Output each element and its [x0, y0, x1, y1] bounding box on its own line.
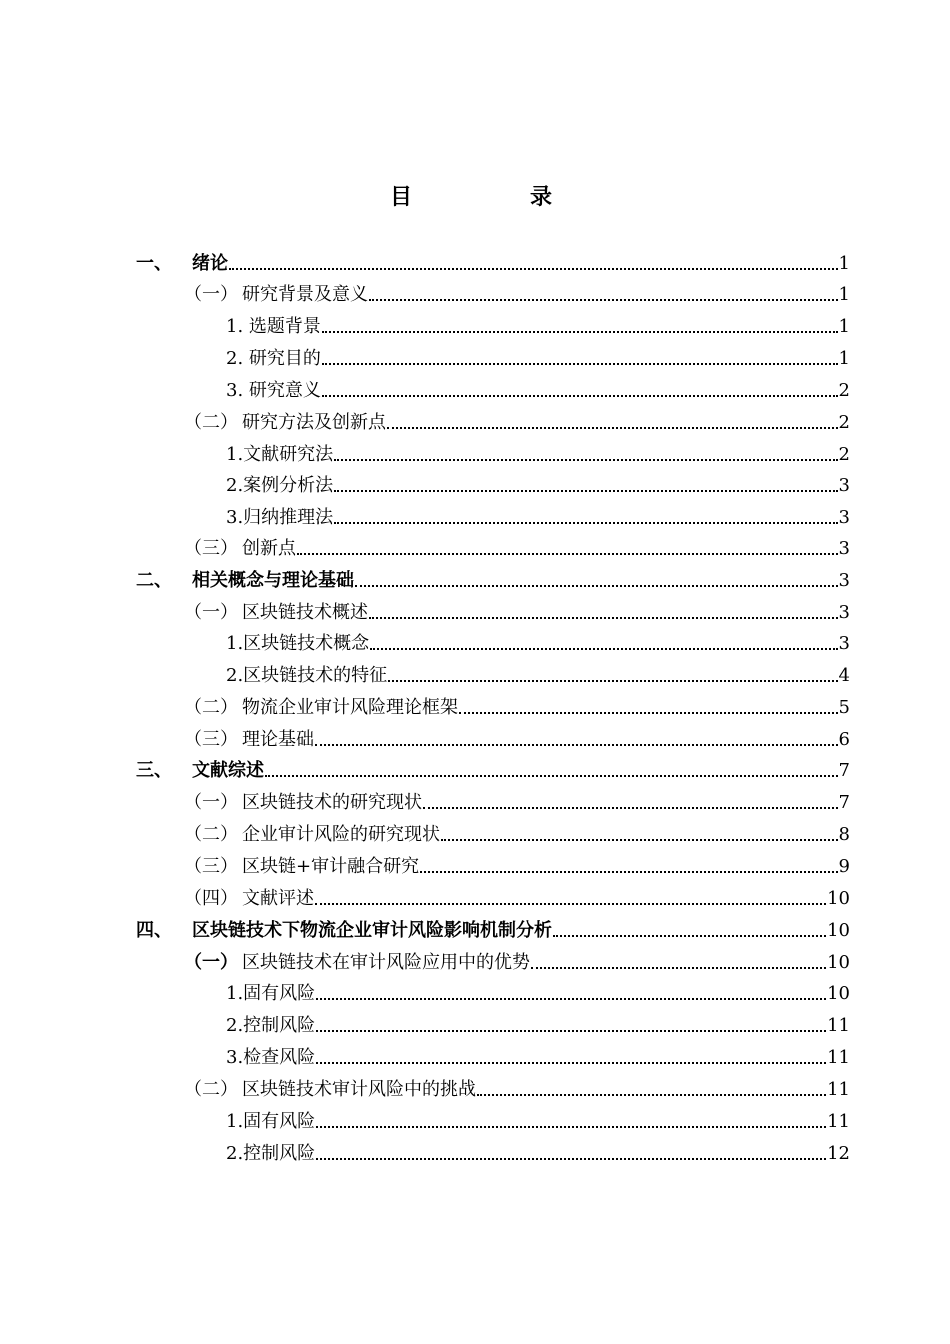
- toc-page-number: 10: [827, 952, 850, 973]
- dot-leader: [297, 553, 838, 555]
- toc-label: 1.文献研究法: [226, 444, 334, 465]
- toc-page-number: 12: [827, 1143, 850, 1164]
- dot-leader: [315, 903, 826, 905]
- toc-label: 区块链+审计融合研究: [242, 856, 420, 877]
- toc-label: 绪论: [192, 253, 228, 274]
- toc-number: （二）: [184, 412, 238, 433]
- toc-label: 相关概念与理论基础: [192, 570, 354, 591]
- dot-leader: [420, 871, 837, 873]
- toc-entry-chapter[interactable]: [136, 565, 850, 597]
- dot-leader: [369, 299, 838, 301]
- toc-page-number: 10: [827, 920, 850, 941]
- dot-leader: [229, 268, 838, 270]
- toc-number: （一）: [184, 952, 238, 973]
- toc-label: 文献评述: [242, 888, 314, 909]
- toc-entry-subsection[interactable]: [226, 1138, 850, 1170]
- dot-leader: [316, 998, 826, 1000]
- toc-page-number: 6: [838, 729, 850, 750]
- toc-page-number: 2: [838, 412, 850, 433]
- toc-label: 1.区块链技术概念: [226, 633, 370, 654]
- toc-page-number: 3: [838, 507, 850, 528]
- toc-label: 创新点: [242, 538, 296, 559]
- toc-entry-section[interactable]: [184, 724, 850, 756]
- dot-leader: [370, 648, 837, 650]
- toc-entry-subsection[interactable]: [226, 343, 850, 375]
- toc-page-number: 3: [838, 602, 850, 623]
- toc-label: 1.固有风险: [226, 983, 316, 1004]
- toc-number: （三）: [184, 538, 238, 559]
- dot-leader: [265, 775, 838, 777]
- toc-page-number: 4: [838, 665, 850, 686]
- toc-page-number: 3: [838, 633, 850, 654]
- toc-label: 区块链技术审计风险中的挑战: [242, 1079, 476, 1100]
- toc-page-number: 5: [838, 697, 850, 718]
- toc-label: 3. 研究意义: [226, 380, 321, 401]
- toc-number: 一、: [136, 253, 172, 274]
- toc-number: （三）: [184, 856, 238, 877]
- toc-label: 2.控制风险: [226, 1015, 316, 1036]
- toc-page-number: 1: [838, 284, 850, 305]
- toc-label: 2.控制风险: [226, 1143, 316, 1164]
- toc-entry-section[interactable]: [184, 947, 850, 979]
- toc-entry-subsection[interactable]: [226, 628, 850, 660]
- toc-number: 二、: [136, 570, 172, 591]
- dot-leader: [316, 1062, 826, 1064]
- toc-entry-subsection[interactable]: [226, 1010, 850, 1042]
- toc-number: （四）: [184, 888, 238, 909]
- toc-entry-subsection[interactable]: [226, 1042, 850, 1074]
- toc-page-number: 11: [827, 1015, 850, 1036]
- toc-label: 研究方法及创新点: [242, 412, 386, 433]
- toc-label: 物流企业审计风险理论框架: [242, 697, 458, 718]
- toc-label: 2.区块链技术的特征: [226, 665, 388, 686]
- toc-label: 文献综述: [192, 760, 264, 781]
- dot-leader: [553, 935, 826, 937]
- toc-page-number: 3: [838, 570, 850, 591]
- toc-label: 区块链技术概述: [242, 602, 368, 623]
- toc-label: 区块链技术的研究现状: [242, 792, 422, 813]
- toc-label: 1.固有风险: [226, 1111, 316, 1132]
- toc-entry-section[interactable]: [184, 1074, 850, 1106]
- toc-label: 理论基础: [242, 729, 314, 750]
- dot-leader: [322, 395, 838, 397]
- toc-page-number: 3: [838, 475, 850, 496]
- dot-leader: [322, 363, 838, 365]
- dot-leader: [334, 459, 837, 461]
- toc-number: （一）: [184, 284, 238, 305]
- toc-entry-chapter[interactable]: [136, 915, 850, 947]
- toc-label: 3.归纳推理法: [226, 507, 334, 528]
- toc-page-number: 11: [827, 1047, 850, 1068]
- toc-entry-chapter[interactable]: [136, 755, 850, 787]
- dot-leader: [369, 617, 838, 619]
- toc-page-number: 8: [838, 824, 850, 845]
- toc-page-number: 7: [838, 760, 850, 781]
- toc-number: （二）: [184, 824, 238, 845]
- toc-entry-section[interactable]: [184, 597, 850, 629]
- toc-number: （二）: [184, 1079, 238, 1100]
- toc-number: （二）: [184, 697, 238, 718]
- toc-entry-subsection[interactable]: [226, 375, 850, 407]
- dot-leader: [477, 1094, 826, 1096]
- toc-page-number: 7: [838, 792, 850, 813]
- toc-number: （三）: [184, 729, 238, 750]
- toc-entry-subsection[interactable]: [226, 439, 850, 471]
- toc-number: （一）: [184, 602, 238, 623]
- toc-page-number: 11: [827, 1079, 850, 1100]
- toc-entry-subsection[interactable]: [226, 502, 850, 534]
- toc-entry-section[interactable]: [184, 819, 850, 851]
- toc-page-number: 10: [827, 888, 850, 909]
- dot-leader: [322, 331, 838, 333]
- toc-label: 2. 研究目的: [226, 348, 321, 369]
- toc-entry-subsection[interactable]: [226, 978, 850, 1010]
- toc-page-number: 1: [838, 348, 850, 369]
- dot-leader: [388, 680, 837, 682]
- toc-entry-section[interactable]: [184, 851, 850, 883]
- page-title: 目 录: [389, 185, 600, 210]
- dot-leader: [355, 585, 838, 587]
- toc-entry-subsection[interactable]: [226, 660, 850, 692]
- toc-entry-subsection[interactable]: [226, 1106, 850, 1138]
- toc-entry-section[interactable]: [184, 533, 850, 565]
- toc-label: 企业审计风险的研究现状: [242, 824, 440, 845]
- toc-label: 区块链技术在审计风险应用中的优势: [242, 952, 530, 973]
- toc-entry-section[interactable]: [184, 883, 850, 915]
- toc-label: 区块链技术下物流企业审计风险影响机制分析: [192, 920, 552, 941]
- toc-entry-subsection[interactable]: [226, 470, 850, 502]
- dot-leader: [387, 427, 838, 429]
- dot-leader: [531, 967, 826, 969]
- toc-page-number: 3: [838, 538, 850, 559]
- toc-page-number: 10: [827, 983, 850, 1004]
- toc-page-number: 9: [838, 856, 850, 877]
- toc-label: 1. 选题背景: [226, 316, 321, 337]
- toc-page-number: 2: [838, 380, 850, 401]
- toc-entry-subsection[interactable]: [226, 311, 850, 343]
- toc-entry-section[interactable]: [184, 692, 850, 724]
- dot-leader: [334, 490, 837, 492]
- toc-page-number: 11: [827, 1111, 850, 1132]
- dot-leader: [459, 712, 838, 714]
- toc-entry-section[interactable]: [184, 787, 850, 819]
- toc-number: 三、: [136, 760, 172, 781]
- toc-entry-chapter[interactable]: [136, 248, 850, 280]
- toc-entry-section[interactable]: [184, 279, 850, 311]
- dot-leader: [316, 1126, 826, 1128]
- toc-label: 研究背景及意义: [242, 284, 368, 305]
- dot-leader: [334, 522, 837, 524]
- toc-page-number: 1: [838, 253, 850, 274]
- toc-number: 四、: [136, 920, 172, 941]
- toc-page-number: 2: [838, 444, 850, 465]
- dot-leader: [316, 1030, 826, 1032]
- toc-entry-section[interactable]: [184, 407, 850, 439]
- toc-number: （一）: [184, 792, 238, 813]
- toc-label: 2.案例分析法: [226, 475, 334, 496]
- toc-page-number: 1: [838, 316, 850, 337]
- toc-label: 3.检查风险: [226, 1047, 316, 1068]
- dot-leader: [423, 807, 838, 809]
- dot-leader: [441, 839, 838, 841]
- dot-leader: [315, 744, 838, 746]
- dot-leader: [316, 1158, 826, 1160]
